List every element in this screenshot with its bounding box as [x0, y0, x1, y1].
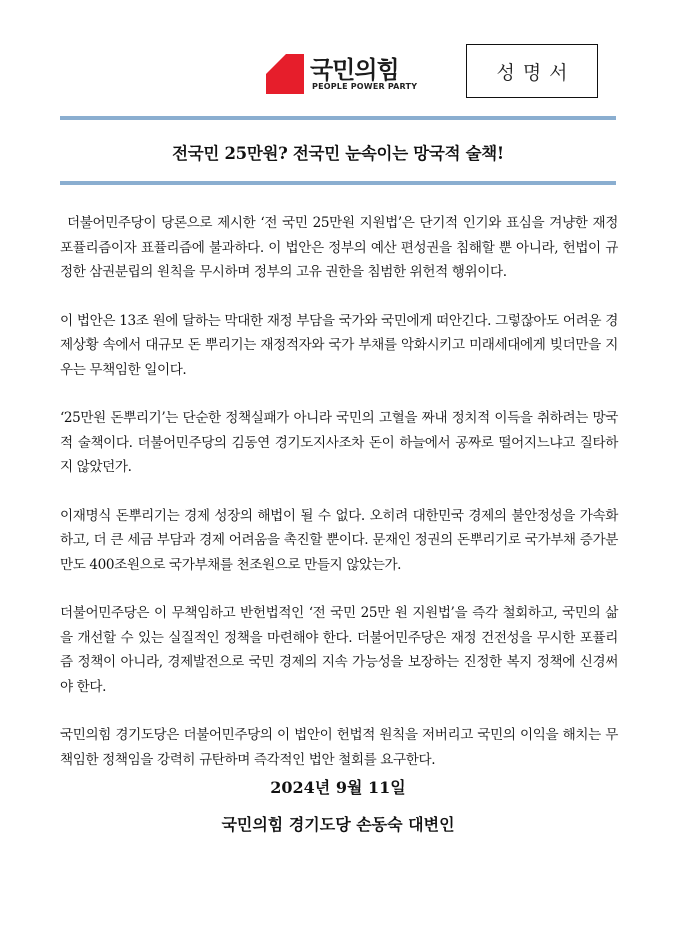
logo-text: 국민의힘	[310, 56, 399, 84]
logo-subtext: PEOPLE POWER PARTY	[312, 82, 418, 91]
paragraph: 국민의힘 경기도당은 더불어민주당의 이 법안이 헌법적 원칙을 저버리고 국민의 이익을 해치는 무책임한 정책임을 강력히 규탄하며 즉각적인 법안 철회를 요구한다.	[60, 727, 618, 768]
paragraph: 더불어민주당이 당론으로 제시한 ‘전 국민 25만원 지원법’은 단기적 인기와 표심을 겨냥한 재정 포퓰리즘이자 표퓰리즘에 불과하다. 이 법안은 정부의 예산 편성권을 침해할 뿐 아니라, 헌법이 규정한 삼권분립의 원칙을 무시하며 정부의 고유 권한을 침범한 위헌적 행위이다.	[60, 215, 618, 280]
bottom-rule	[60, 181, 616, 185]
paragraph: ‘25만원 돈뿌리기’는 단순한 정책실패가 아니라 국민의 고혈을 짜내 정치적 이득을 취하려는 망국적 술책이다. 더불어민주당의 김동연 경기도지사조차 돈이 하늘에서 공짜로 떨어지느냐고 질타하지 않았던가.	[60, 410, 618, 475]
party-logo	[264, 52, 418, 98]
paragraph: 더불어민주당은 이 무책임하고 반헌법적인 ‘전 국민 25만 원 지원법’을 즉각 철회하고, 국민의 삶을 개선할 수 있는 실질적인 정책을 마련해야 한다. 더불어민주당은 재정 건전성을 무시한 포퓰리즘 정책이 아니라, 경제발전으로 국민 경제의 지속 가능성을 보장하는 진정한 복지 정책에 신경써야 한다.	[60, 605, 618, 695]
party-logo-mark-icon	[264, 52, 306, 96]
statement-date: 2024년 9월 11일	[270, 778, 406, 797]
doc-type-box: 성명서	[466, 44, 598, 98]
top-rule	[60, 116, 616, 120]
headline: 전국민 25만원? 전국민 눈속이는 망국적 술책!	[172, 144, 504, 163]
statement-body	[60, 211, 618, 796]
paragraph: 이 법안은 13조 원에 달하는 막대한 재정 부담을 국가와 국민에게 떠안긴다. 그렇잖아도 어려운 경제상황 속에서 대규모 돈 뿌리기는 재정적자와 국가 부채를 악화시키고 미래세대에게 빚더만을 지우는 무책임한 일이다.	[60, 312, 618, 378]
signer: 국민의힘 경기도당 손동숙 대변인	[221, 815, 455, 834]
paragraph: 이재명식 돈뿌리기는 경제 성장의 해법이 될 수 없다. 오히려 대한민국 경제의 불안정성을 가속화하고, 더 큰 세금 부담과 경제 어려움을 촉진할 뿐이다. 문재인 정권의 돈뿌리기로 국가부채 증가분만도 400조원으로 국가부채를 천조원으로 만들지 않았는가.	[60, 507, 618, 573]
